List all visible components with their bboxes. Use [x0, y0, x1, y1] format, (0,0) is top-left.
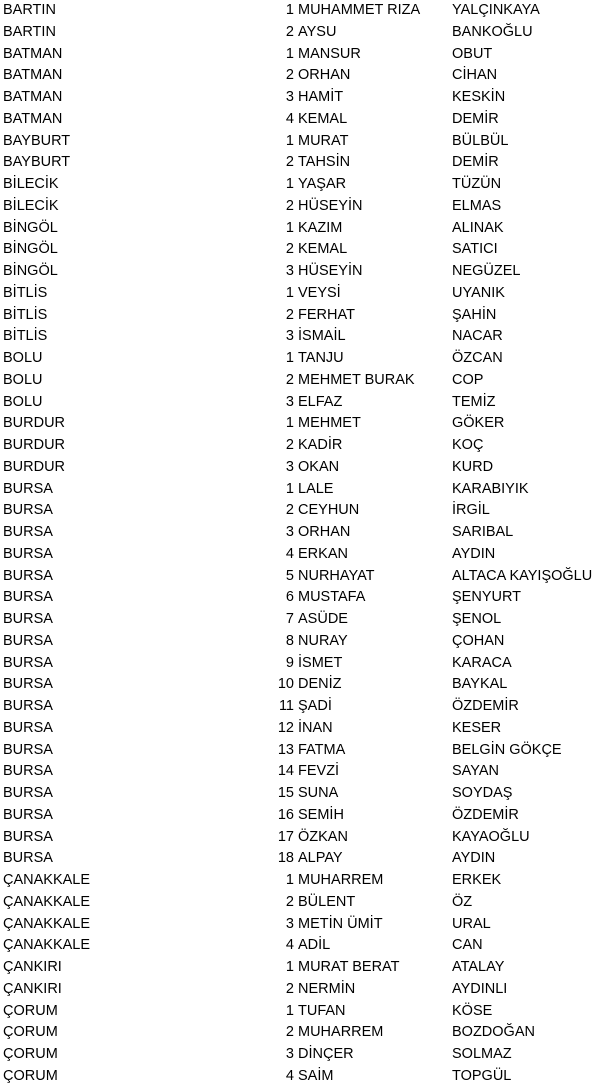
province-cell: BOLU	[3, 350, 43, 366]
first-name-cell: ERKAN	[298, 545, 348, 562]
province-cell: BOLU	[3, 393, 43, 410]
table-row	[0, 761, 600, 783]
last-name-cell: NEGÜZEL	[452, 263, 521, 279]
table-row	[0, 566, 600, 588]
province-cell: BURSA	[3, 785, 53, 801]
first-name-cell: ELFAZ	[298, 393, 343, 410]
province-cell: BATMAN	[3, 110, 63, 127]
province-cell: BAYBURT	[3, 154, 71, 171]
province-cell: BURSA	[3, 654, 53, 671]
last-name-cell: TOPGÜL	[452, 1067, 512, 1084]
last-name-cell: ALINAK	[452, 219, 504, 236]
last-name-cell: KESER	[452, 719, 502, 736]
province-cell: BİNGÖL	[3, 263, 58, 279]
province-cell: ÇORUM	[3, 1046, 58, 1062]
rank-cell: 13	[277, 741, 294, 758]
province-cell: ÇANKIRI	[3, 980, 62, 997]
table-row	[0, 44, 600, 66]
rank-cell: 4	[285, 545, 294, 562]
province-cell: BOLU	[3, 371, 43, 388]
last-name-cell: NACAR	[452, 328, 503, 345]
first-name-cell: ŞADİ	[298, 698, 332, 714]
province-cell: ÇANAKKALE	[3, 915, 91, 932]
rank-cell: 3	[285, 915, 294, 932]
last-name-cell: SARIBAL	[452, 524, 514, 540]
table-row	[0, 783, 600, 805]
rank-cell: 1	[285, 415, 294, 432]
table-row	[0, 392, 600, 414]
table-row	[0, 65, 600, 87]
province-cell: BİTLİS	[3, 284, 48, 301]
last-name-cell: CİHAN	[452, 67, 498, 84]
rank-cell: 1	[285, 132, 294, 149]
first-name-cell: NERMİN	[298, 980, 356, 997]
first-name-cell: DENİZ	[298, 676, 342, 693]
province-cell: BURDUR	[3, 437, 66, 453]
table-row	[0, 370, 600, 392]
rank-cell: 3	[285, 89, 294, 105]
table-row	[0, 1066, 600, 1088]
rank-cell: 1	[285, 350, 294, 366]
rank-cell: 1	[285, 959, 294, 975]
table-row	[0, 479, 600, 501]
province-cell: BİLECİK	[3, 176, 59, 192]
first-name-cell: NURAY	[298, 632, 348, 649]
last-name-cell: AYDINLI	[452, 980, 508, 997]
last-name-cell: BELGİN GÖKÇE	[452, 741, 562, 758]
province-cell: BURSA	[3, 806, 53, 823]
last-name-cell: CAN	[452, 937, 483, 954]
last-name-cell: AYDIN	[452, 545, 496, 562]
last-name-cell: ŞENYURT	[452, 589, 522, 606]
last-name-cell: ERKEK	[452, 872, 502, 888]
province-cell: ÇORUM	[3, 1024, 58, 1041]
last-name-cell: ŞENOL	[452, 611, 502, 627]
last-name-cell: SATICI	[452, 241, 498, 258]
table-row	[0, 827, 600, 849]
province-cell: BARTIN	[3, 2, 56, 18]
last-name-cell: ŞAHİN	[452, 306, 497, 323]
province-cell: BURSA	[3, 741, 53, 758]
rank-cell: 18	[277, 850, 294, 867]
table-row	[0, 435, 600, 457]
rank-cell: 2	[285, 23, 294, 40]
table-row	[0, 1022, 600, 1044]
table-row	[0, 718, 600, 740]
table-row	[0, 631, 600, 653]
first-name-cell: TAHSİN	[298, 154, 351, 171]
rank-cell: 1	[285, 872, 294, 888]
table-row	[0, 805, 600, 827]
last-name-cell: YALÇINKAYA	[452, 2, 540, 18]
province-cell: ÇORUM	[3, 1067, 58, 1084]
first-name-cell: METİN ÜMİT	[298, 915, 383, 932]
table-row	[0, 696, 600, 718]
first-name-cell: ORHAN	[298, 67, 351, 84]
province-cell: BURSA	[3, 502, 53, 519]
table-row	[0, 0, 600, 22]
last-name-cell: BÜLBÜL	[452, 132, 509, 149]
table-row	[0, 326, 600, 348]
rank-cell: 3	[285, 458, 294, 475]
first-name-cell: NURHAYAT	[298, 567, 375, 584]
rank-cell: 1	[285, 284, 294, 301]
last-name-cell: BOZDOĞAN	[452, 1024, 535, 1041]
table-row	[0, 609, 600, 631]
table-row	[0, 1001, 600, 1023]
last-name-cell: KARACA	[452, 654, 512, 671]
table-row	[0, 196, 600, 218]
last-name-cell: ALTACA KAYIŞOĞLU	[452, 567, 593, 584]
last-name-cell: ÖZCAN	[452, 350, 503, 366]
province-cell: BARTIN	[3, 23, 56, 40]
first-name-cell: LALE	[298, 480, 334, 497]
first-name-cell: İSMAİL	[298, 328, 346, 345]
province-cell: BURSA	[3, 524, 53, 540]
last-name-cell: KAYAOĞLU	[452, 828, 530, 845]
province-cell: BURSA	[3, 480, 53, 497]
first-name-cell: MUSTAFA	[298, 589, 366, 606]
table-row	[0, 261, 600, 283]
province-cell: BURSA	[3, 611, 53, 627]
rank-cell: 2	[285, 1024, 294, 1041]
first-name-cell: MEHMET BURAK	[298, 371, 415, 388]
first-name-cell: DİNÇER	[298, 1046, 354, 1062]
rank-cell: 11	[278, 698, 294, 714]
first-name-cell: FEVZİ	[298, 763, 340, 780]
table-row	[0, 870, 600, 892]
first-name-cell: MURAT	[298, 132, 349, 149]
table-row	[0, 283, 600, 305]
first-name-cell: BÜLENT	[298, 893, 356, 910]
rank-cell: 3	[285, 1046, 294, 1062]
last-name-cell: BAYKAL	[452, 676, 508, 693]
table-row	[0, 522, 600, 544]
province-cell: BURSA	[3, 763, 53, 780]
first-name-cell: TUFAN	[298, 1002, 346, 1019]
first-name-cell: KEMAL	[298, 241, 348, 258]
last-name-cell: KOÇ	[452, 437, 484, 453]
rank-cell: 5	[285, 567, 294, 584]
province-cell: BURSA	[3, 632, 53, 649]
rank-cell: 10	[277, 676, 294, 693]
rank-cell: 1	[285, 2, 294, 18]
rank-cell: 2	[285, 241, 294, 258]
province-cell: ÇANAKKALE	[3, 893, 91, 910]
rank-cell: 2	[285, 154, 294, 171]
last-name-cell: ÖZDEMİR	[452, 806, 519, 823]
last-name-cell: SAYAN	[452, 763, 500, 780]
table-row	[0, 457, 600, 479]
first-name-cell: KAZIM	[298, 219, 343, 236]
rank-cell: 1	[285, 45, 294, 62]
last-name-cell: ATALAY	[452, 959, 505, 975]
province-cell: BİTLİS	[3, 306, 48, 323]
rank-cell: 14	[277, 763, 294, 780]
province-cell: BATMAN	[3, 89, 63, 105]
last-name-cell: KARABIYIK	[452, 480, 529, 497]
province-cell: ÇORUM	[3, 1002, 58, 1019]
province-cell: BURSA	[3, 567, 53, 584]
last-name-cell: TÜZÜN	[452, 176, 502, 192]
first-name-cell: YAŞAR	[298, 176, 347, 192]
first-name-cell: ALPAY	[298, 850, 343, 867]
province-cell: ÇANKIRI	[3, 959, 62, 975]
table-row	[0, 935, 600, 957]
last-name-cell: DEMİR	[452, 154, 499, 171]
rank-cell: 16	[277, 806, 294, 823]
province-cell: BAYBURT	[3, 132, 71, 149]
first-name-cell: OKAN	[298, 458, 340, 475]
first-name-cell: FATMA	[298, 741, 346, 758]
province-cell: BURSA	[3, 545, 53, 562]
last-name-cell: GÖKER	[452, 415, 505, 432]
table-row	[0, 848, 600, 870]
province-cell: BATMAN	[3, 45, 63, 62]
table-row	[0, 914, 600, 936]
table-row	[0, 174, 600, 196]
province-cell: BURSA	[3, 589, 53, 606]
table-row	[0, 109, 600, 131]
first-name-cell: ÖZKAN	[298, 828, 348, 845]
last-name-cell: BANKOĞLU	[452, 23, 533, 40]
rank-cell: 3	[285, 524, 294, 540]
last-name-cell: TEMİZ	[452, 393, 496, 410]
last-name-cell: ÇOHAN	[452, 632, 505, 649]
first-name-cell: MURAT BERAT	[298, 959, 400, 975]
last-name-cell: KESKİN	[452, 89, 506, 105]
table-row	[0, 500, 600, 522]
last-name-cell: SOLMAZ	[452, 1046, 512, 1062]
last-name-cell: DEMİR	[452, 110, 499, 127]
table-row	[0, 1044, 600, 1066]
last-name-cell: UYANIK	[452, 284, 505, 301]
first-name-cell: KADİR	[298, 437, 343, 453]
rank-cell: 2	[285, 197, 294, 214]
first-name-cell: MEHMET	[298, 415, 361, 432]
province-cell: ÇANAKKALE	[3, 872, 91, 888]
first-name-cell: ORHAN	[298, 524, 351, 540]
table-row	[0, 587, 600, 609]
first-name-cell: ADİL	[298, 937, 331, 954]
first-name-cell: CEYHUN	[298, 502, 360, 519]
first-name-cell: FERHAT	[298, 306, 355, 323]
province-cell: BURDUR	[3, 415, 66, 432]
table-row	[0, 152, 600, 174]
rank-cell: 2	[285, 502, 294, 519]
province-cell: BİNGÖL	[3, 241, 58, 258]
table-row	[0, 674, 600, 696]
first-name-cell: MANSUR	[298, 45, 361, 62]
rank-cell: 3	[285, 393, 294, 410]
last-name-cell: İRGİL	[452, 502, 490, 519]
rank-cell: 7	[285, 611, 294, 627]
rank-cell: 2	[285, 893, 294, 910]
rank-cell: 4	[285, 937, 294, 954]
rank-cell: 4	[285, 1067, 294, 1084]
table-row	[0, 892, 600, 914]
first-name-cell: MUHAMMET RIZA	[298, 2, 421, 18]
table-row	[0, 740, 600, 762]
table-row	[0, 131, 600, 153]
first-name-cell: SEMİH	[298, 806, 344, 823]
table-row	[0, 957, 600, 979]
table-row	[0, 653, 600, 675]
province-cell: BATMAN	[3, 67, 63, 84]
rank-cell: 3	[285, 263, 294, 279]
first-name-cell: TANJU	[298, 350, 344, 366]
first-name-cell: AYSU	[298, 23, 337, 40]
table-row	[0, 979, 600, 1001]
rank-cell: 17	[277, 828, 294, 845]
last-name-cell: URAL	[452, 915, 491, 932]
rank-cell: 6	[285, 589, 294, 606]
first-name-cell: İSMET	[298, 654, 343, 671]
province-cell: BURSA	[3, 698, 53, 714]
first-name-cell: HÜSEYİN	[298, 197, 363, 214]
rank-cell: 3	[285, 328, 294, 345]
rank-cell: 4	[285, 110, 294, 127]
rank-cell: 15	[277, 785, 294, 801]
table-row	[0, 239, 600, 261]
rank-cell: 1	[285, 176, 294, 192]
last-name-cell: KURD	[452, 458, 494, 475]
rank-cell: 2	[285, 371, 294, 388]
province-cell: BİLECİK	[3, 197, 59, 214]
first-name-cell: İNAN	[298, 719, 333, 736]
last-name-cell: SOYDAŞ	[452, 785, 513, 801]
first-name-cell: MUHARREM	[298, 1024, 384, 1041]
rank-cell: 9	[285, 654, 294, 671]
last-name-cell: ÖZDEMİR	[452, 698, 519, 714]
province-cell: BİNGÖL	[3, 219, 58, 236]
rank-cell: 1	[285, 1002, 294, 1019]
table-row	[0, 22, 600, 44]
last-name-cell: COP	[452, 371, 484, 388]
last-name-cell: OBUT	[452, 45, 493, 62]
table-row	[0, 413, 600, 435]
province-cell: BURSA	[3, 719, 53, 736]
first-name-cell: SUNA	[298, 785, 339, 801]
rank-cell: 2	[285, 980, 294, 997]
table-row	[0, 348, 600, 370]
first-name-cell: HÜSEYİN	[298, 263, 363, 279]
last-name-cell: ÖZ	[452, 893, 473, 910]
first-name-cell: SAİM	[298, 1067, 334, 1084]
rank-cell: 1	[285, 219, 294, 236]
first-name-cell: MUHARREM	[298, 872, 384, 888]
province-cell: BURSA	[3, 828, 53, 845]
rank-cell: 2	[285, 306, 294, 323]
rank-cell: 8	[285, 632, 294, 649]
province-cell: BURSA	[3, 676, 53, 693]
first-name-cell: HAMİT	[298, 89, 344, 105]
table-row	[0, 218, 600, 240]
table-row	[0, 544, 600, 566]
province-cell: BURDUR	[3, 458, 66, 475]
province-cell: BURSA	[3, 850, 53, 867]
table-row	[0, 87, 600, 109]
first-name-cell: KEMAL	[298, 110, 348, 127]
rank-cell: 2	[285, 437, 294, 453]
rank-cell: 2	[285, 67, 294, 84]
table-row	[0, 305, 600, 327]
first-name-cell: VEYSİ	[298, 284, 341, 301]
province-cell: BİTLİS	[3, 328, 48, 345]
rank-cell: 12	[277, 719, 294, 736]
last-name-cell: AYDIN	[452, 850, 496, 867]
province-cell: ÇANAKKALE	[3, 937, 91, 954]
last-name-cell: KÖSE	[452, 1002, 493, 1019]
first-name-cell: ASÜDE	[298, 611, 348, 627]
rank-cell: 1	[285, 480, 294, 497]
last-name-cell: ELMAS	[452, 197, 502, 214]
